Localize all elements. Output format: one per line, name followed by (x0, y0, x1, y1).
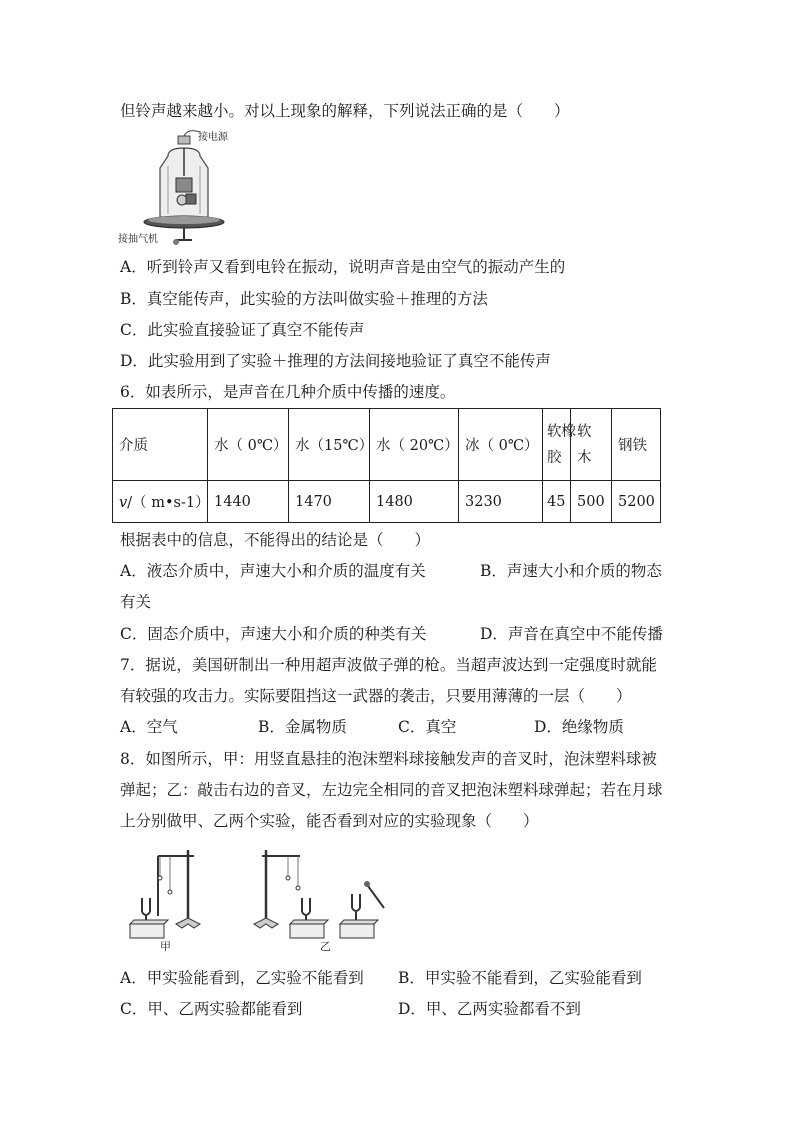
q8-option-c: C．甲、乙两实验都能看到 (120, 1000, 303, 1018)
q7-option-d: D．绝缘物质 (534, 718, 624, 736)
table-header-cell-soft-rubber (543, 409, 576, 481)
figure-label-yi: 乙 (320, 940, 331, 953)
table-header-cell: 水（15℃） (289, 409, 370, 481)
table-header-cell: 冰（ 0℃） (459, 409, 543, 481)
table-cell: 1470 (289, 481, 370, 523)
cork-line-1: 软 (577, 423, 592, 440)
table-header-cell: 水（ 20℃） (370, 409, 459, 481)
q6-option-b: B．声速大小和介质的物态 (480, 562, 662, 580)
q5-option-d: D．此实验用到了实验＋推理的方法间接地验证了真空不能传声 (120, 352, 551, 370)
q8-option-d: D．甲、乙两实验都看不到 (398, 1000, 581, 1018)
tuning-fork-figure (124, 846, 394, 954)
q6-option-c: C．固态介质中，声速大小和介质的种类有关 (120, 625, 427, 643)
table-cell: 5200 (612, 481, 661, 523)
table-row-label: v/（ m•s-1） (113, 481, 208, 523)
q7-line-2: 有较强的攻击力。实际要阻挡这一武器的袭击，只要用薄薄的一层（ ） (120, 687, 632, 705)
table-data-row (113, 481, 661, 523)
q7-option-c: C．真空 (398, 718, 457, 736)
q7-line-1: 7．据说，美国研制出一种用超声波做子弹的枪。当超声波达到一定强度时就能 (120, 656, 657, 674)
table-header-row (113, 409, 661, 481)
table-cell: 1480 (370, 481, 459, 523)
q6-option-a: A．液态介质中，声速大小和介质的温度有关 (120, 562, 426, 580)
q7-option-a: A．空气 (120, 718, 178, 736)
q6-question: 根据表中的信息，不能得出的结论是（ ） (120, 531, 431, 549)
q6-option-b-continued: 有关 (120, 593, 152, 611)
q5-option-a: A．听到铃声又看到电铃在振动，说明声音是由空气的振动产生的 (120, 258, 566, 276)
q6-option-d: D．声音在真空中不能传播 (480, 625, 663, 643)
figure-label-jia: 甲 (160, 940, 171, 953)
bell-jar-figure (118, 126, 238, 252)
table-header-cell: 水（ 0℃） (208, 409, 289, 481)
figure-label-power: 接电源 (198, 132, 228, 143)
table-cell: 3230 (459, 481, 543, 523)
figure-label-pump: 接抽气机 (118, 234, 158, 245)
q8-option-b: B．甲实验不能看到，乙实验能看到 (398, 969, 642, 987)
q8-line-1: 8．如图所示，甲：用竖直悬挂的泡沫塑料球接触发声的音叉时，泡沫塑料球被 (120, 750, 657, 768)
q5-option-b: B．真空能传声，此实验的方法叫做实验＋推理的方法 (120, 290, 488, 308)
table-header-cell: 介质 (113, 409, 208, 481)
q5-stem-tail: 但铃声越来越小。对以上现象的解释，下列说法正确的是（ ） (120, 102, 570, 120)
q8-line-2: 弹起；乙：敲击右边的音叉，左边完全相同的音叉把泡沫塑料球弹起；若在月球 (120, 781, 663, 799)
q5-option-c: C．此实验直接验证了真空不能传声 (120, 321, 365, 339)
q8-option-a: A．甲实验能看到，乙实验不能看到 (120, 969, 364, 987)
table-cell: 45 (543, 481, 571, 523)
soft-rubber-line-1: 软橡 (547, 423, 576, 440)
table-cell: 500 (571, 481, 612, 523)
cork-line-2: 木 (577, 449, 592, 466)
q7-option-b: B．金属物质 (258, 718, 347, 736)
table-cell: 1440 (208, 481, 289, 523)
sound-speed-table (112, 408, 661, 523)
q6-stem: 6．如表所示，是声音在几种介质中传播的速度。 (120, 383, 456, 401)
q8-line-3: 上分别做甲、乙两个实验，能否看到对应的实验现象（ ） (120, 812, 539, 830)
table-header-cell-cork (571, 409, 612, 481)
soft-rubber-line-2: 胶 (547, 449, 562, 466)
table-header-cell: 钢铁 (612, 409, 661, 481)
